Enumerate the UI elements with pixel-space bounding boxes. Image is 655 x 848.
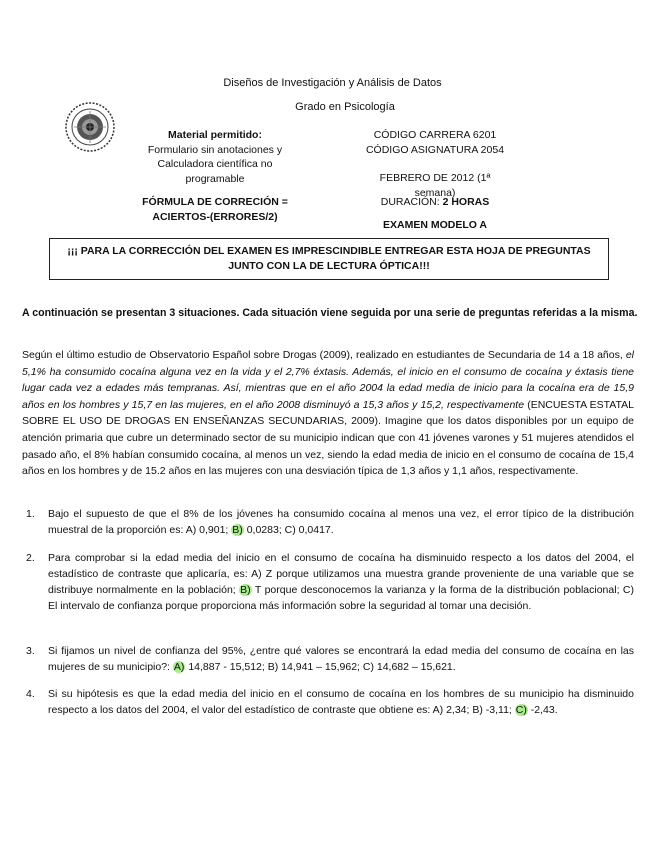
question-number: 4. (26, 688, 35, 700)
allowed-material (140, 128, 290, 186)
exam-model: EXAMEN MODELO A (382, 219, 488, 231)
degree-subtitle: Grado en Psicología (295, 101, 395, 113)
warning-box: ¡¡¡ PARA LA CORRECCIÓN DEL EXAMEN ES IMPRESCINDIBLE ENTREGAR ESTA HOJA DE PREGUNTAS JUNTO CON LA DE LECTURA ÓPTICA!!! (49, 238, 609, 280)
question-number: 3. (26, 645, 35, 657)
question-3 (22, 643, 634, 675)
marked-answer: B) (232, 524, 243, 536)
question-text-rest: 0,0283; C) 0,0417. (243, 524, 334, 536)
exam-date: FEBRERO DE 2012 (1ª semana) (379, 172, 491, 199)
question-number: 2. (26, 552, 35, 564)
situation-paragraph (22, 347, 634, 480)
question-text: Bajo el supuesto de que el 8% de los jóvenes ha consumido cocaína al menos una vez, el error típico de la distribución muestral de la proporción es: A) 0,901; (48, 508, 634, 536)
question-text-rest: -2,43. (527, 704, 558, 716)
question-text-rest: 14,887 - 15,512; B) 14,941 – 15,962; C) 14,682 – 15,621. (185, 661, 456, 673)
paragraph-part-2: el 5,1% ha consumido cocaína alguna vez en la vida y el 2,7% éxtasis. Además, el inicio en el consumo de cocaína y éxtasis tiene lugar cada vez a edades más tempranas. Así, mientras que en el año 2004 la edad media de inicio para la cocaína era de 15,9 años en los hombres y 15,7 en las mujeres, en el año 2008 disminuyó a 15,3 años y 15,2, respectivamente (22, 349, 634, 411)
correction-formula: FÓRMULA DE CORRECIÓN = ACIERTOS-(ERRORES/2) (142, 196, 288, 223)
question-1 (22, 506, 634, 538)
question-text: Si fijamos un nivel de confianza del 95%, ¿entre qué valores se encontrará la edad media del consumo de cocaína en las mujeres de su municipio?: (48, 645, 634, 673)
paragraph-part-1: Según el último estudio de Observatorio Español sobre Drogas (2009), realizado en estudiantes de Secundaria de 14 a 18 años, (22, 349, 626, 361)
subject-code: CÓDIGO ASIGNATURA 2054 (365, 143, 505, 156)
duration (360, 196, 510, 208)
question-text: Para comprobar si la edad media del inicio en el consumo de cocaína ha disminuido respecto a los datos del 2004, el estadístico de contraste que aplicaría, es: A) Z porque utilizamos una muestra grande proveniente de una variable que se distribuye normalmente en la población; (48, 552, 634, 596)
question-4 (22, 686, 634, 718)
marked-answer: A) (173, 661, 185, 673)
question-number: 1. (26, 508, 35, 520)
marked-answer: B) (240, 584, 251, 596)
course-title: Diseños de Investigación y Análisis de Datos (223, 77, 442, 89)
question-2 (22, 550, 634, 614)
university-seal-icon (64, 101, 116, 153)
question-text: Si su hipótesis es que la edad media del inicio en el consumo de cocaína en los hombres de su municipio ha disminuido respecto a los datos del 2004, el valor del estadístico de contraste que obtiene es: A) 2,34; B) -3,11; (48, 688, 634, 716)
duration-value: 2 HORAS (442, 196, 490, 208)
material-text: Formulario sin anotaciones y Calculadora científica no programable (147, 143, 283, 185)
career-code: CÓDIGO CARRERA 6201 (373, 129, 497, 141)
intro-text: A continuación se presentan 3 situaciones. Cada situación viene seguida por una serie de preguntas referidas a la misma. (22, 307, 638, 319)
material-label: Material permitido: (168, 129, 262, 141)
exam-codes (360, 128, 510, 200)
marked-answer: C) (515, 704, 527, 716)
duration-label: DURACIÓN: (380, 196, 440, 208)
paragraph-part-3: (ENCUESTA ESTATAL SOBRE EL USO DE DROGAS EN ENSEÑANZAS SECUNDARIAS, 2009). Imagine que los datos disponibles por un equipo de atención primaria que cubre un determinado sector de su municipio indican que con 41 jóvenes varones y 51 mujeres atendidos el pasado año, el 8% habían consumido cocaína, al menos un vez, siendo la edad media de inicio en el consumo de cocaína de 15,4 años en los hombres y de 15.2 años en las mujeres con una desviación típica de 1,3 años y 1,1 años, respectivamente. (22, 398, 634, 478)
question-text-rest: T porque desconocemos la varianza y la forma de la distribución poblacional; C) El intervalo de confianza porque proporciona más información sobre la seguridad al tomar una decisión. (48, 584, 635, 612)
